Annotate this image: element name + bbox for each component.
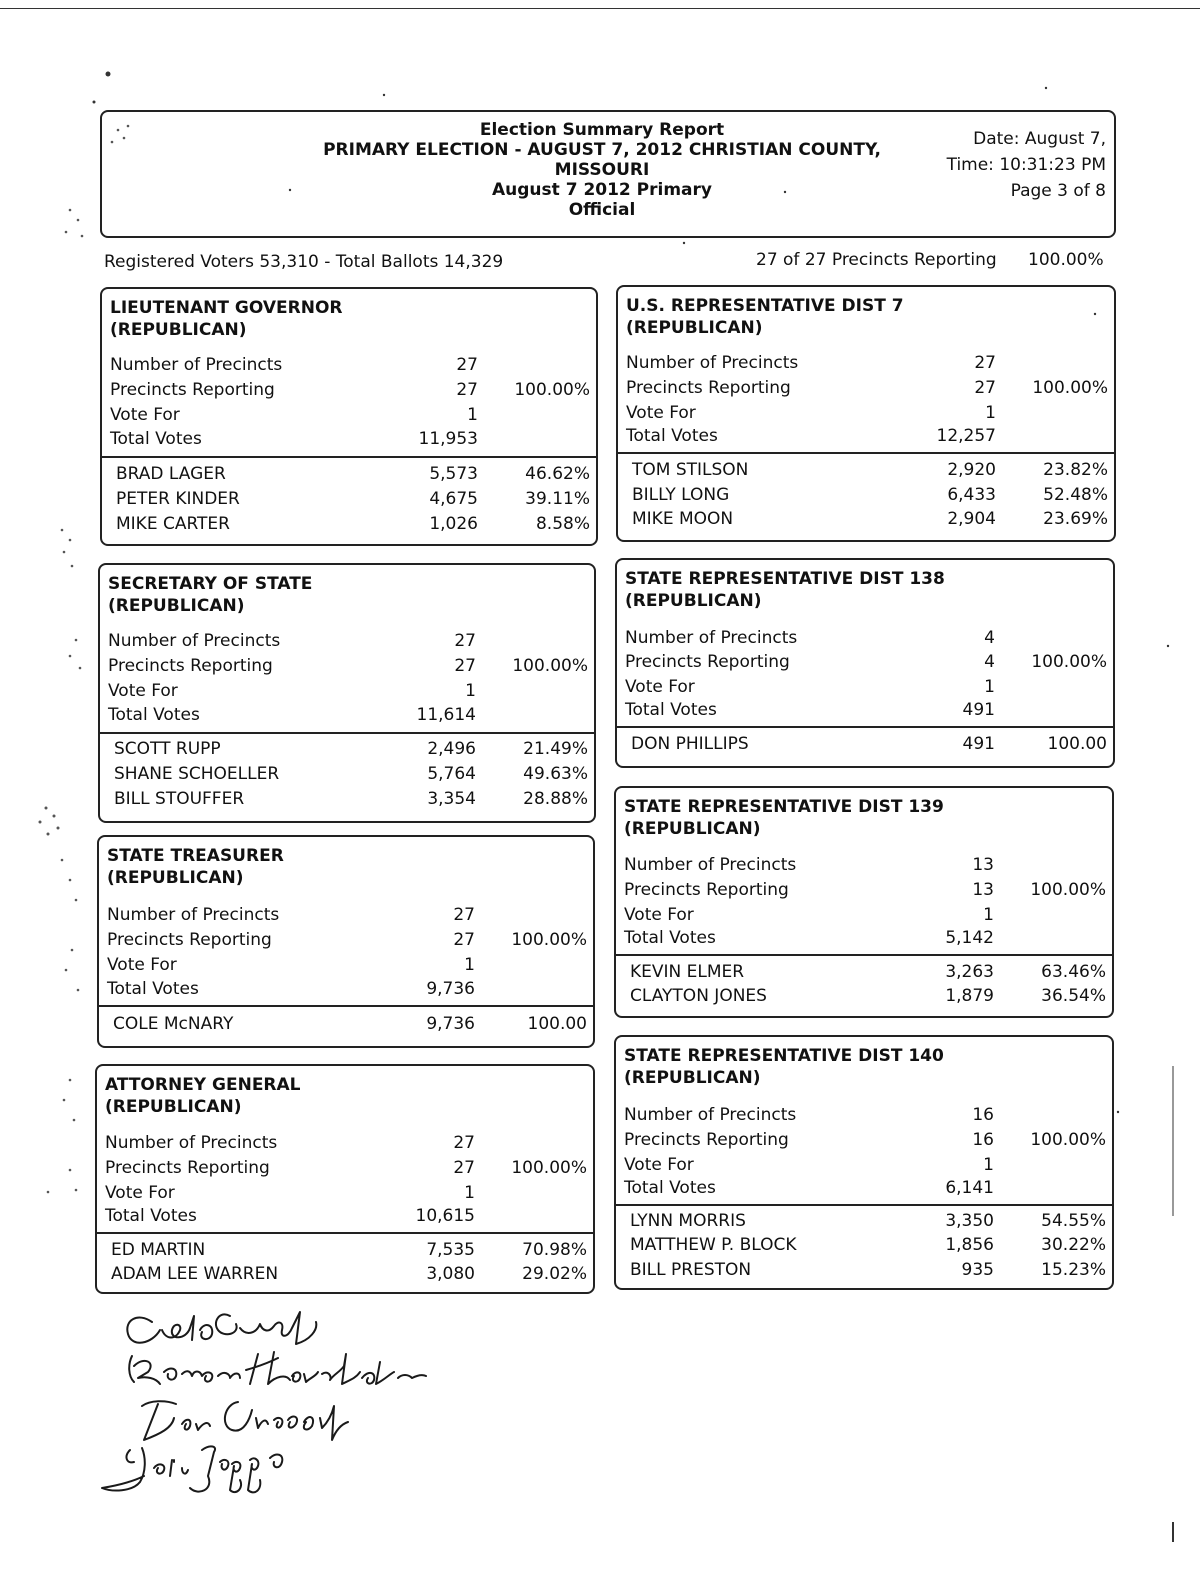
stat-label: Vote For (108, 681, 178, 701)
candidate-votes: 4,675 (429, 489, 478, 509)
race-divider (617, 726, 1113, 728)
stat-value: 27 (456, 355, 478, 375)
stat-label: Vote For (107, 955, 177, 975)
candidate-votes: 9,736 (426, 1014, 475, 1034)
stat-row-precincts-reporting (617, 652, 1113, 677)
candidate-votes: 6,433 (947, 485, 996, 505)
candidate-row (618, 485, 1114, 510)
race-title-office: STATE REPRESENTATIVE DIST 138 (625, 569, 945, 589)
candidate-percent: 15.23% (1041, 1260, 1106, 1280)
candidate-row (102, 464, 596, 489)
candidate-percent: 36.54% (1041, 986, 1106, 1006)
candidate-row (616, 1235, 1112, 1260)
report-subtitle-primary: August 7 2012 Primary (492, 180, 712, 200)
candidate-row (100, 764, 594, 789)
stat-label: Number of Precincts (625, 628, 798, 648)
stat-label: Vote For (110, 405, 180, 425)
stat-row-number-of-precincts (618, 353, 1114, 378)
race-title-office: ATTORNEY GENERAL (105, 1075, 301, 1095)
race-title-party: (REPUBLICAN) (624, 1068, 761, 1088)
candidate-votes: 3,263 (945, 962, 994, 982)
candidate-votes: 1,026 (429, 514, 478, 534)
candidate-votes: 491 (962, 734, 995, 754)
candidate-votes: 2,920 (947, 460, 996, 480)
stat-value: 1 (464, 1183, 475, 1203)
stat-row-precincts-reporting (618, 378, 1114, 403)
stat-label: Precincts Reporting (108, 656, 273, 676)
race-divider (618, 452, 1114, 454)
report-subtitle-state: MISSOURI (554, 160, 650, 180)
report-subtitle-official: Official (568, 200, 636, 220)
report-title-block (302, 120, 902, 220)
stat-percent: 100.00% (1032, 378, 1108, 398)
race-state-treasurer (97, 835, 595, 1048)
race-us-representative-dist-7 (616, 285, 1116, 542)
candidate-name: DON PHILLIPS (631, 734, 749, 754)
candidate-name: SHANE SCHOELLER (114, 764, 280, 784)
candidate-percent: 54.55% (1041, 1211, 1106, 1231)
candidate-name: BILL STOUFFER (114, 789, 245, 809)
race-title (110, 297, 343, 341)
candidate-name: BILL PRESTON (630, 1260, 752, 1280)
race-title-party: (REPUBLICAN) (626, 318, 763, 338)
stat-percent: 100.00% (511, 930, 587, 950)
candidate-row (102, 489, 596, 514)
report-title: Election Summary Report (479, 120, 725, 140)
stat-label: Number of Precincts (624, 1105, 797, 1125)
stat-row-number-of-precincts (102, 355, 596, 380)
stat-value: 27 (454, 631, 476, 651)
candidate-name: MIKE MOON (632, 509, 734, 529)
race-title-party: (REPUBLICAN) (625, 591, 762, 611)
candidate-percent: 23.82% (1043, 460, 1108, 480)
candidate-name: TOM STILSON (632, 460, 749, 480)
stat-row-vote-for (97, 1183, 593, 1208)
race-title-party: (REPUBLICAN) (105, 1097, 242, 1117)
candidate-row (616, 1211, 1112, 1236)
candidate-votes: 3,354 (427, 789, 476, 809)
stat-label: Vote For (105, 1183, 175, 1203)
stat-label: Precincts Reporting (105, 1158, 270, 1178)
candidate-percent: 70.98% (522, 1240, 587, 1260)
stat-label: Precincts Reporting (625, 652, 790, 672)
stat-value: 11,953 (418, 429, 478, 449)
stat-row-number-of-precincts (617, 628, 1113, 653)
scan-top-edge-line (0, 0, 1200, 9)
stat-row-total-votes (616, 928, 1112, 953)
stat-label: Total Votes (624, 928, 716, 948)
candidate-row (618, 509, 1114, 534)
candidate-percent: 100.00 (1047, 734, 1107, 754)
stat-row-total-votes (617, 700, 1113, 725)
stat-label: Number of Precincts (624, 855, 797, 875)
race-title (624, 1045, 944, 1089)
candidate-name: BRAD LAGER (116, 464, 226, 484)
stat-percent: 100.00% (512, 656, 588, 676)
stat-row-total-votes (97, 1206, 593, 1231)
candidate-percent: 39.11% (525, 489, 590, 509)
stat-value: 13 (972, 855, 994, 875)
race-divider (99, 1005, 593, 1007)
candidate-row (616, 986, 1112, 1011)
stat-value: 16 (972, 1130, 994, 1150)
stat-value: 27 (454, 656, 476, 676)
stat-value: 1 (467, 405, 478, 425)
candidate-votes: 3,350 (945, 1211, 994, 1231)
candidate-row (97, 1264, 593, 1289)
candidate-percent: 30.22% (1041, 1235, 1106, 1255)
stat-label: Total Votes (107, 979, 199, 999)
stat-row-number-of-precincts (97, 1133, 593, 1158)
race-title-office: STATE TREASURER (107, 846, 284, 866)
candidate-name: MATTHEW P. BLOCK (630, 1235, 797, 1255)
race-title-office: STATE REPRESENTATIVE DIST 139 (624, 797, 944, 817)
stat-percent: 100.00% (1031, 652, 1107, 672)
race-divider (102, 456, 596, 458)
stat-percent: 100.00% (511, 1158, 587, 1178)
stat-row-vote-for (102, 405, 596, 430)
stat-value: 12,257 (936, 426, 996, 446)
stat-row-number-of-precincts (100, 631, 594, 656)
candidate-percent: 21.49% (523, 739, 588, 759)
stat-value: 27 (456, 380, 478, 400)
stat-value: 1 (465, 681, 476, 701)
stat-value: 4 (984, 652, 995, 672)
candidate-name: ADAM LEE WARREN (111, 1264, 279, 1284)
stat-label: Total Votes (626, 426, 718, 446)
report-meta (947, 126, 1106, 204)
candidate-row (100, 789, 594, 814)
report-header (100, 110, 1116, 238)
stat-value: 1 (464, 955, 475, 975)
candidate-votes: 1,879 (945, 986, 994, 1006)
candidate-percent: 28.88% (523, 789, 588, 809)
report-page-number: Page 3 of 8 (1010, 181, 1106, 201)
stat-row-precincts-reporting (616, 1130, 1112, 1155)
race-title-party: (REPUBLICAN) (107, 868, 244, 888)
candidate-row (97, 1240, 593, 1265)
race-state-representative-dist-138 (615, 558, 1115, 768)
stat-value: 4 (984, 628, 995, 648)
stat-label: Number of Precincts (108, 631, 281, 651)
stat-row-precincts-reporting (99, 930, 593, 955)
stat-row-total-votes (102, 429, 596, 454)
stat-label: Vote For (626, 403, 696, 423)
stat-label: Vote For (624, 905, 694, 925)
candidate-percent: 63.46% (1041, 962, 1106, 982)
race-title-office: STATE REPRESENTATIVE DIST 140 (624, 1046, 944, 1066)
candidate-row (102, 514, 596, 539)
candidate-name: SCOTT RUPP (114, 739, 221, 759)
stat-row-precincts-reporting (616, 880, 1112, 905)
candidate-votes: 5,573 (429, 464, 478, 484)
stat-row-total-votes (99, 979, 593, 1004)
race-title (625, 568, 945, 612)
candidate-percent: 52.48% (1043, 485, 1108, 505)
candidate-row (99, 1014, 593, 1039)
race-secretary-of-state (98, 563, 596, 823)
handwritten-signatures (90, 1300, 450, 1510)
race-state-representative-dist-140 (614, 1035, 1114, 1290)
stat-value: 5,142 (945, 928, 994, 948)
candidate-percent: 49.63% (523, 764, 588, 784)
stat-label: Vote For (624, 1155, 694, 1175)
stat-row-vote-for (100, 681, 594, 706)
race-title (626, 295, 904, 339)
stat-row-vote-for (616, 1155, 1112, 1180)
race-divider (100, 732, 594, 734)
candidate-percent: 23.69% (1043, 509, 1108, 529)
stat-value: 16 (972, 1105, 994, 1125)
report-time: Time: 10:31:23 PM (946, 155, 1106, 175)
race-divider (616, 1204, 1112, 1206)
stat-row-vote-for (616, 905, 1112, 930)
candidate-percent: 29.02% (522, 1264, 587, 1284)
stat-label: Vote For (625, 677, 695, 697)
stat-label: Total Votes (110, 429, 202, 449)
race-lieutenant-governor (100, 287, 598, 546)
stat-row-total-votes (100, 705, 594, 730)
stat-row-vote-for (617, 677, 1113, 702)
stat-value: 27 (974, 378, 996, 398)
stat-row-number-of-precincts (616, 1105, 1112, 1130)
candidate-name: KEVIN ELMER (630, 962, 745, 982)
stat-value: 11,614 (416, 705, 476, 725)
candidate-row (617, 734, 1113, 759)
stat-value: 27 (453, 930, 475, 950)
stat-row-precincts-reporting (97, 1158, 593, 1183)
candidate-votes: 935 (961, 1260, 994, 1280)
stat-label: Precincts Reporting (624, 880, 789, 900)
stat-row-vote-for (99, 955, 593, 980)
race-title-office: SECRETARY OF STATE (108, 574, 313, 594)
stat-value: 10,615 (415, 1206, 475, 1226)
scan-edge-mark (1172, 1522, 1174, 1542)
candidate-name: PETER KINDER (116, 489, 240, 509)
candidate-percent: 100.00 (527, 1014, 587, 1034)
candidate-percent: 46.62% (525, 464, 590, 484)
candidate-row (616, 962, 1112, 987)
race-title-office: LIEUTENANT GOVERNOR (110, 298, 343, 318)
race-title (107, 845, 284, 889)
race-divider (97, 1232, 593, 1234)
candidate-name: MIKE CARTER (116, 514, 230, 534)
race-title (624, 796, 944, 840)
race-title (105, 1074, 301, 1118)
stat-row-vote-for (618, 403, 1114, 428)
registered-voters-summary: Registered Voters 53,310 - Total Ballots 14,329 (104, 252, 504, 272)
precincts-reporting-summary (756, 250, 1104, 270)
stat-percent: 100.00% (1030, 880, 1106, 900)
stat-label: Precincts Reporting (626, 378, 791, 398)
stat-label: Number of Precincts (107, 905, 280, 925)
stat-value: 1 (983, 1155, 994, 1175)
scan-edge-shadow (1172, 1066, 1174, 1216)
candidate-name: ED MARTIN (111, 1240, 206, 1260)
stat-value: 1 (985, 403, 996, 423)
stat-row-precincts-reporting (100, 656, 594, 681)
stat-row-total-votes (616, 1178, 1112, 1203)
stat-label: Total Votes (624, 1178, 716, 1198)
stat-percent: 100.00% (1030, 1130, 1106, 1150)
stat-row-number-of-precincts (616, 855, 1112, 880)
race-title-party: (REPUBLICAN) (108, 596, 245, 616)
race-divider (616, 954, 1112, 956)
candidate-name: BILLY LONG (632, 485, 730, 505)
stat-label: Number of Precincts (626, 353, 799, 373)
stat-value: 27 (453, 1158, 475, 1178)
stat-label: Number of Precincts (110, 355, 283, 375)
stat-value: 27 (453, 905, 475, 925)
precincts-reporting-percent: 100.00% (1028, 250, 1104, 270)
race-title-party: (REPUBLICAN) (110, 320, 247, 340)
stat-row-number-of-precincts (99, 905, 593, 930)
candidate-votes: 3,080 (426, 1264, 475, 1284)
candidate-name: LYNN MORRIS (630, 1211, 746, 1231)
candidate-row (100, 739, 594, 764)
stat-label: Total Votes (108, 705, 200, 725)
candidate-row (616, 1260, 1112, 1285)
stat-value: 1 (983, 905, 994, 925)
candidate-row (618, 460, 1114, 485)
stat-label: Number of Precincts (105, 1133, 278, 1153)
stat-value: 6,141 (945, 1178, 994, 1198)
stat-value: 9,736 (426, 979, 475, 999)
candidate-votes: 2,496 (427, 739, 476, 759)
race-title (108, 573, 312, 617)
stat-row-total-votes (618, 426, 1114, 451)
stat-label: Precincts Reporting (624, 1130, 789, 1150)
race-title-office: U.S. REPRESENTATIVE DIST 7 (626, 296, 904, 316)
candidate-name: COLE McNARY (113, 1014, 234, 1034)
candidate-votes: 5,764 (427, 764, 476, 784)
candidate-votes: 2,904 (947, 509, 996, 529)
candidate-votes: 1,856 (945, 1235, 994, 1255)
precincts-reporting-count: 27 of 27 Precincts Reporting (756, 250, 997, 270)
race-attorney-general (95, 1064, 595, 1294)
stat-label: Precincts Reporting (110, 380, 275, 400)
candidate-votes: 7,535 (426, 1240, 475, 1260)
stat-label: Precincts Reporting (107, 930, 272, 950)
race-state-representative-dist-139 (614, 786, 1114, 1018)
stat-label: Total Votes (625, 700, 717, 720)
stat-value: 27 (453, 1133, 475, 1153)
stat-percent: 100.00% (514, 380, 590, 400)
report-date: Date: August 7, (973, 129, 1106, 149)
stat-value: 13 (972, 880, 994, 900)
stat-label: Total Votes (105, 1206, 197, 1226)
stat-value: 1 (984, 677, 995, 697)
stat-value: 491 (962, 700, 995, 720)
race-title-party: (REPUBLICAN) (624, 819, 761, 839)
candidate-name: CLAYTON JONES (630, 986, 767, 1006)
stat-value: 27 (974, 353, 996, 373)
report-subtitle-election: PRIMARY ELECTION - AUGUST 7, 2012 CHRISTIAN COUNTY, (323, 140, 881, 160)
stat-row-precincts-reporting (102, 380, 596, 405)
candidate-percent: 8.58% (535, 514, 590, 534)
